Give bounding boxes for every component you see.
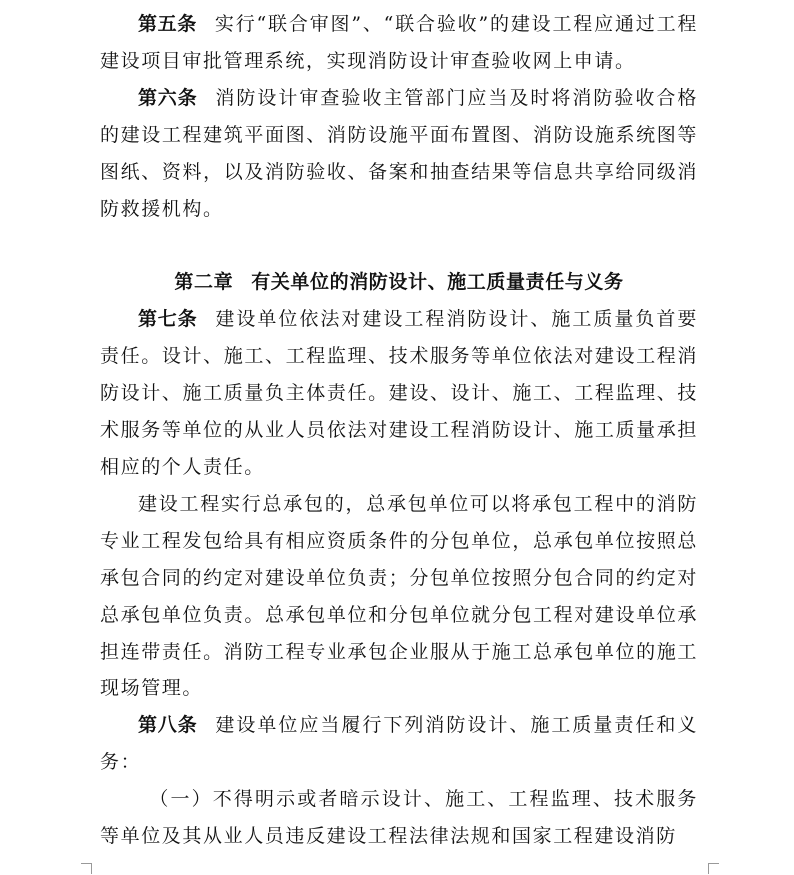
- article-5: [100, 6, 698, 80]
- chapter-2-heading: [100, 264, 698, 301]
- article-8-text: 建设单位应当履行下列消防设计、施工质量责任和义务：: [100, 714, 698, 774]
- article-7-text: 建设单位依法对建设工程消防设计、施工质量负首要责任。设计、施工、工程监理、技术服务等单位依法对建设工程消防设计、施工质量负主体责任。建设、设计、施工、工程监理、技术服务等单位的从业人员依法对建设工程消防设计、施工质量承担相应的个人责任。: [100, 308, 698, 478]
- chapter-2-title: 有关单位的消防设计、施工质量责任与义务: [251, 271, 624, 294]
- article-7-label: 第七条: [138, 308, 198, 331]
- article-8-label: 第八条: [138, 714, 198, 737]
- document-body: [100, 6, 698, 855]
- article-6-label: 第六条: [138, 86, 198, 109]
- margin-corner-mark-right: [708, 863, 719, 874]
- article-6: [100, 80, 698, 228]
- margin-corner-mark-left: [81, 863, 92, 874]
- article-7: [100, 301, 698, 486]
- article-8: [100, 707, 698, 781]
- article-8-item-1: （一）不得明示或者暗示设计、施工、工程监理、技术服务等单位及其从业人员违反建设工程法律法规和国家工程建设消防: [100, 788, 698, 848]
- article-5-text: 实行“联合审图”、“联合验收”的建设工程应通过工程建设项目审批管理系统，实现消防设计审查验收网上申请。: [100, 13, 699, 72]
- article-6-text: 消防设计审查验收主管部门应当及时将消防验收合格的建设工程建筑平面图、消防设施平面布置图、消防设施系统图等图纸、资料，以及消防验收、备案和抽查结果等信息共享给同级消防救援机构。: [100, 86, 698, 220]
- article-5-label: 第五条: [138, 13, 197, 35]
- chapter-2-number: 第二章: [174, 271, 234, 294]
- general-contract-paragraph: 建设工程实行总承包的，总承包单位可以将承包工程中的消防专业工程发包给具有相应资质条件的分包单位，总承包单位按照总承包合同的约定对建设单位负责；分包单位按照分包合同的约定对总承包单位负责。总承包单位和分包单位就分包工程对建设单位承担连带责任。消防工程专业承包企业服从于施工总承包单位的施工现场管理。: [100, 492, 698, 700]
